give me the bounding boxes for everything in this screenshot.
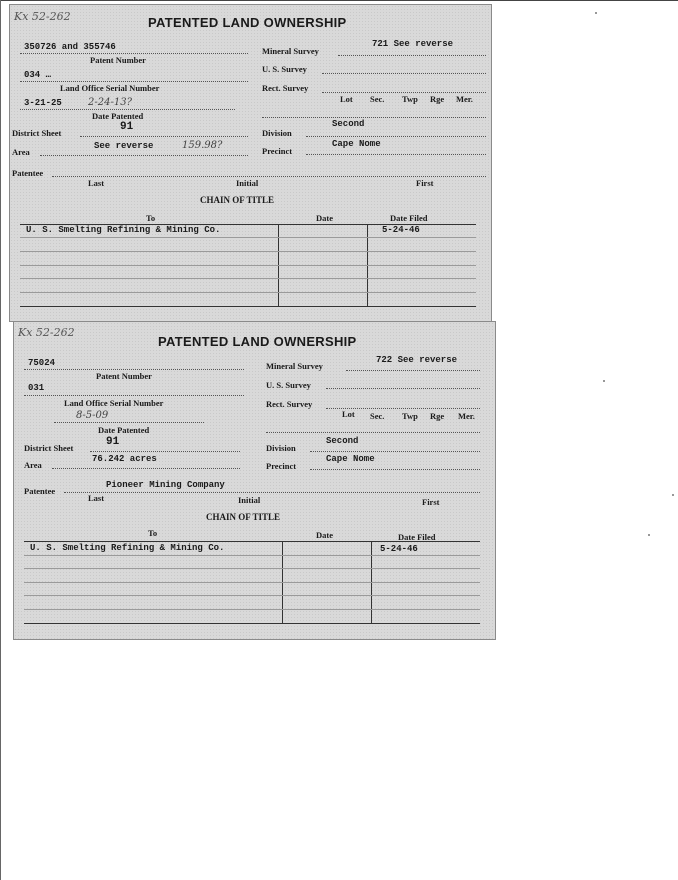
division-line	[310, 451, 480, 452]
patentee-first-label: First	[422, 497, 440, 507]
precinct-label: Precinct	[266, 461, 297, 471]
rect-survey-line-2	[262, 117, 486, 118]
patentee-initial-label: Initial	[238, 495, 261, 505]
district-sheet-value: 91	[120, 121, 134, 133]
chain-row-to: U. S. Smelting Refining & Mining Co.	[30, 543, 225, 553]
scan-speck	[595, 12, 597, 14]
us-survey-line	[326, 388, 480, 389]
division-label: Division	[266, 443, 296, 453]
area-value: 76.242 acres	[92, 454, 157, 464]
col-to-header: To	[148, 528, 158, 538]
division-value: Second	[326, 436, 359, 446]
area-value: See reverse	[94, 141, 154, 151]
serial-line	[20, 81, 248, 82]
precinct-line	[306, 154, 486, 155]
serial-value: 034 …	[24, 70, 52, 80]
date-patented-hand: 8-5-09	[76, 410, 109, 421]
file-number: Kx 52-262	[18, 326, 75, 339]
chain-row-line	[20, 292, 476, 293]
patent-number-label: Patent Number	[96, 371, 152, 381]
col-date-header: Date	[316, 213, 333, 223]
chain-of-title-label: CHAIN OF TITLE	[206, 512, 281, 522]
col-date-header: Date	[316, 530, 333, 540]
rect-header-rge: Rge	[430, 411, 445, 421]
serial-label: Land Office Serial Number	[64, 398, 164, 408]
rect-header-twp: Twp	[402, 94, 418, 104]
rect-survey-label: Rect. Survey	[266, 399, 313, 409]
date-patented-label: Date Patented	[92, 111, 144, 121]
chain-row-line	[24, 555, 480, 556]
rect-survey-label: Rect. Survey	[262, 83, 309, 93]
serial-value: 031	[28, 383, 45, 393]
patentee-last-label: Last	[88, 178, 105, 188]
col-date-filed-header: Date Filed	[398, 532, 436, 542]
patent-number-value: 75024	[28, 358, 56, 368]
patentee-line	[52, 176, 486, 177]
date-patented-line	[54, 422, 204, 423]
area-label: Area	[24, 460, 42, 470]
mineral-survey-value: 722 See reverse	[376, 355, 458, 365]
date-patented-label: Date Patented	[98, 425, 150, 435]
patentee-line	[64, 492, 480, 493]
precinct-label: Precinct	[262, 146, 293, 156]
area-hand: 159.98?	[182, 140, 223, 151]
page-edge-left	[0, 0, 1, 880]
rect-header-sec: Sec.	[370, 94, 385, 104]
mineral-survey-line	[346, 370, 480, 371]
patentee-first-label: First	[416, 178, 434, 188]
division-label: Division	[262, 128, 292, 138]
card-title: PATENTED LAND OWNERSHIP	[148, 15, 347, 30]
us-survey-label: U. S. Survey	[266, 380, 311, 390]
mineral-survey-label: Mineral Survey	[266, 361, 323, 371]
rect-header-lot: Lot	[342, 409, 355, 419]
chain-table-bottom-rule	[20, 306, 476, 307]
mineral-survey-label: Mineral Survey	[262, 46, 319, 56]
ownership-card-2	[13, 321, 496, 640]
serial-line	[24, 395, 244, 396]
patent-number-value: 350726 and 355746	[24, 42, 116, 52]
chain-table-top-rule	[24, 541, 480, 542]
scan-speck	[672, 494, 674, 496]
col-to-header: To	[146, 213, 156, 223]
district-sheet-line	[90, 451, 240, 452]
chain-row-line	[20, 278, 476, 279]
chain-row-line	[24, 568, 480, 569]
chain-table-bottom-rule	[24, 623, 480, 624]
district-sheet-label: District Sheet	[12, 128, 62, 138]
mineral-survey-line	[338, 55, 486, 56]
rect-header-rge: Rge	[430, 94, 445, 104]
date-patented-typed: 3-21-25	[24, 98, 62, 108]
date-patented-hand: 2-24-13?	[88, 97, 132, 108]
chain-row-date-filed: 5-24-46	[382, 225, 420, 235]
patentee-label: Patentee	[24, 486, 56, 496]
patentee-initial-label: Initial	[236, 178, 259, 188]
chain-row-line	[24, 595, 480, 596]
patentee-label: Patentee	[12, 168, 44, 178]
chain-row-line	[20, 237, 476, 238]
patentee-last-label: Last	[88, 493, 105, 503]
scan-speck	[648, 534, 650, 536]
district-sheet-value: 91	[106, 436, 120, 448]
precinct-value: Cape Nome	[332, 139, 381, 149]
patent-number-line	[24, 369, 244, 370]
rect-header-mer: Mer.	[456, 94, 473, 104]
chain-row-line	[24, 582, 480, 583]
serial-label: Land Office Serial Number	[60, 83, 160, 93]
district-sheet-label: District Sheet	[24, 443, 74, 453]
area-line	[52, 468, 240, 469]
area-line	[40, 155, 248, 156]
rect-survey-line-2	[266, 432, 480, 433]
division-line	[306, 136, 486, 137]
patent-number-label: Patent Number	[90, 55, 146, 65]
chain-row-line	[20, 265, 476, 266]
chain-row-to: U. S. Smelting Refining & Mining Co.	[26, 225, 221, 235]
file-number: Kx 52-262	[14, 10, 71, 23]
area-label: Area	[12, 147, 30, 157]
patent-number-line	[20, 53, 248, 54]
rect-header-sec: Sec.	[370, 411, 385, 421]
division-value: Second	[332, 119, 365, 129]
card-title: PATENTED LAND OWNERSHIP	[158, 334, 357, 349]
chain-row-line	[24, 609, 480, 610]
patentee-value: Pioneer Mining Company	[106, 480, 225, 490]
precinct-line	[310, 469, 480, 470]
mineral-survey-value: 721 See reverse	[372, 39, 454, 49]
us-survey-line	[322, 73, 486, 74]
date-patented-line	[20, 109, 235, 110]
chain-of-title-label: CHAIN OF TITLE	[200, 195, 275, 205]
chain-row-date-filed: 5-24-46	[380, 544, 418, 554]
us-survey-label: U. S. Survey	[262, 64, 307, 74]
rect-survey-line	[322, 92, 486, 93]
chain-row-line	[20, 251, 476, 252]
page-edge-top	[0, 0, 678, 1]
ownership-card-1	[9, 4, 492, 322]
district-sheet-line	[80, 136, 248, 137]
scan-speck	[603, 380, 605, 382]
precinct-value: Cape Nome	[326, 454, 375, 464]
rect-header-mer: Mer.	[458, 411, 475, 421]
rect-header-lot: Lot	[340, 94, 353, 104]
col-date-filed-header: Date Filed	[390, 213, 428, 223]
rect-header-twp: Twp	[402, 411, 418, 421]
